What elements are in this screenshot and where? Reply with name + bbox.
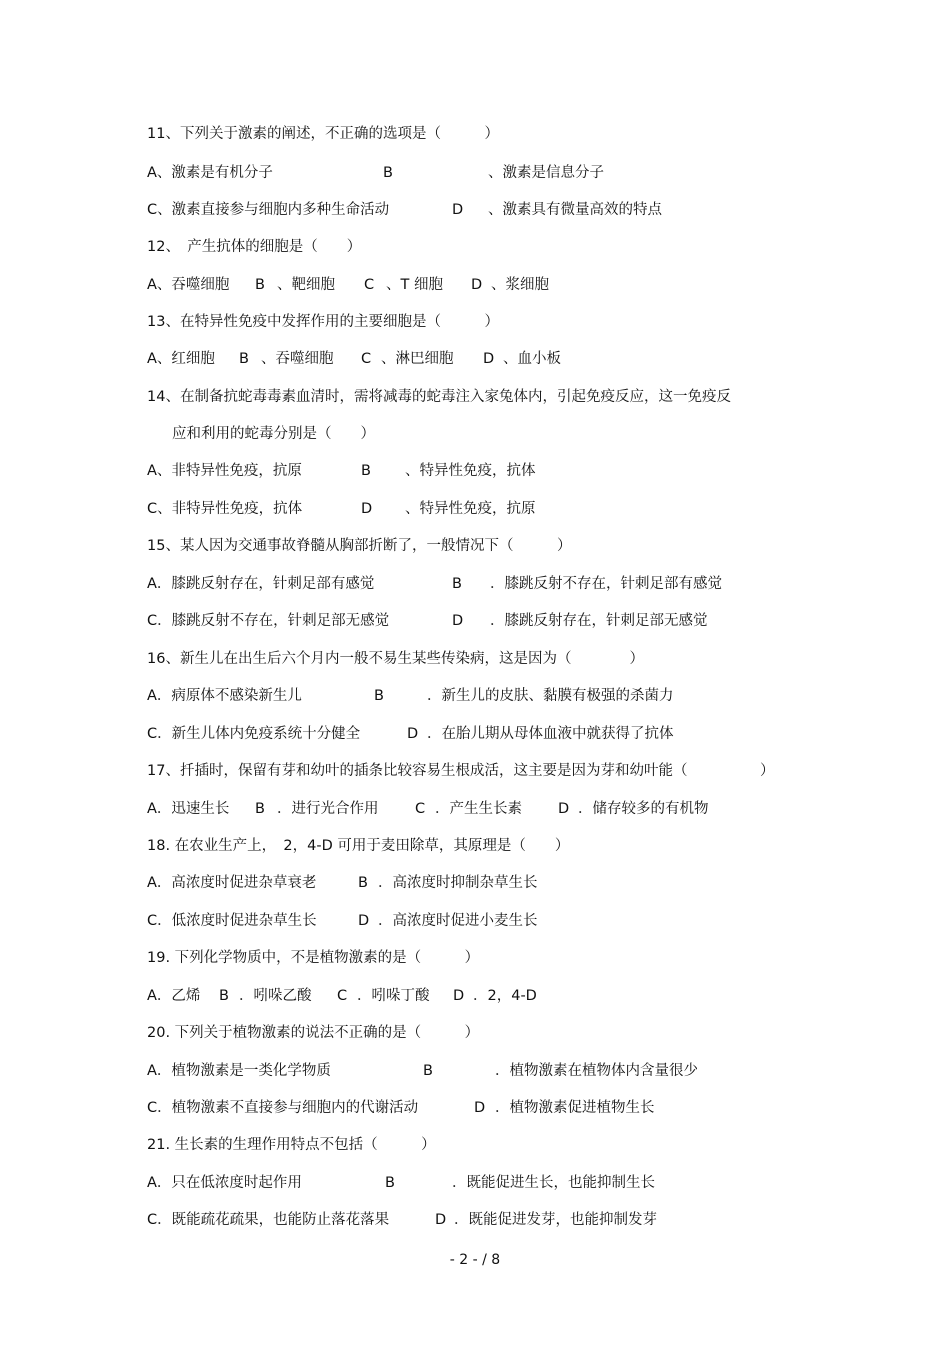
page-number: - 2 - / 8 [449,1252,501,1268]
